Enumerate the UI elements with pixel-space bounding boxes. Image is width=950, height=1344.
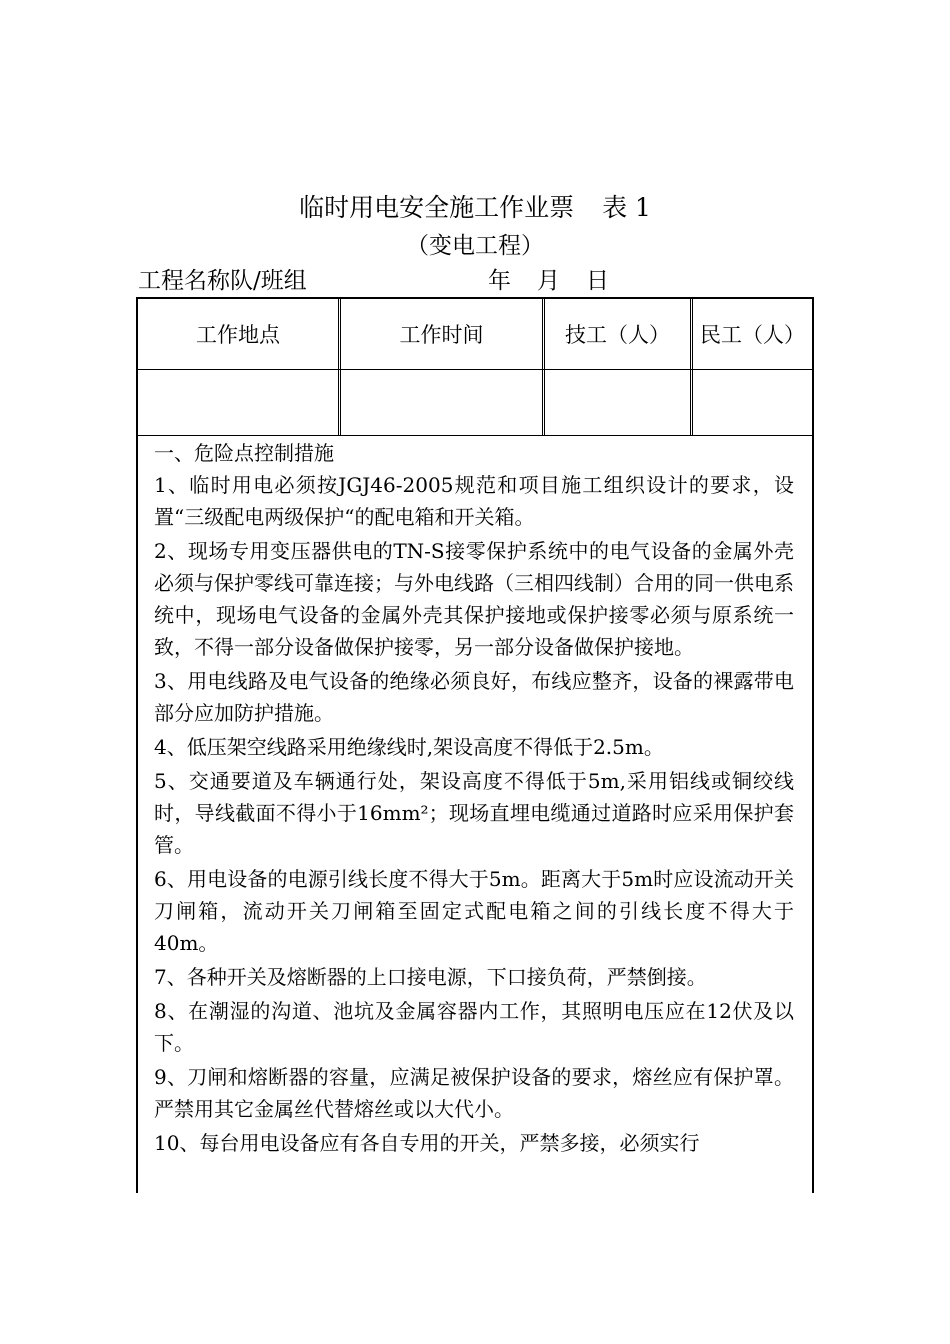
measures-heading: 一、危险点控制措施 [154,441,334,465]
measure-item: 3、用电线路及电气设备的绝缘必须良好，布线应整齐，设备的裸露带电部分应加防护措施。 [154,669,794,725]
measure-item: 7、各种开关及熔断器的上口接电源，下口接负荷，严禁倒接。 [154,965,707,989]
month-label: 月 [537,268,560,294]
measure-item: 8、在潮湿的沟道、池坑及金属容器内工作，其照明电压应在12伏及以下。 [154,999,794,1055]
measure-item: 10、每台用电设备应有各自专用的开关，严禁多接，必须实行 [154,1131,700,1155]
document-subtitle: （变电工程） [406,233,544,259]
table-header-row [138,299,812,370]
control-measures [154,437,794,1161]
work-ticket-table [136,297,814,1193]
table-input-row [138,369,812,436]
document-title [0,188,950,224]
measure-item: 4、低压架空线路采用绝缘线时,架设高度不得低于2.5m。 [154,735,664,759]
project-info-line [138,262,838,295]
table-number: 表 1 [602,193,651,222]
work-location-cell[interactable] [138,369,341,435]
project-label: 工程名称队/班组 [138,268,307,294]
title-text: 临时用电安全施工作业票 [299,193,575,222]
laborers-cell[interactable] [693,369,812,435]
date-fields [488,262,609,295]
measure-item: 6、用电设备的电源引线长度不得大于5m。距离大于5m时应设流动开关刀闸箱，流动开关刀闸箱至固定式配电箱之间的引线长度不得大于40m。 [154,867,794,955]
header-work-time: 工作时间 [341,299,545,369]
header-laborers: 民工（人） [700,323,805,347]
header-work-location: 工作地点 [138,299,341,369]
work-time-cell[interactable] [341,369,545,435]
measure-item: 5、交通要道及车辆通行处，架设高度不得低于5m,采用铝线或铜绞线时，导线截面不得小于16mm²；现场直埋电缆通过道路时应采用保护套管。 [154,769,794,857]
measure-item: 1、临时用电必须按JGJ46-2005规范和项目施工组织设计的要求，设置“三级配电两级保护“的配电箱和开关箱。 [154,473,794,529]
measure-item: 2、现场专用变压器供电的TN-S接零保护系统中的电气设备的金属外壳必须与保护零线可靠连接；与外电线路（三相四线制）合用的同一供电系统中，现场电气设备的金属外壳其保护接地或保护接零必须与原系统一致，不得一部分设备做保护接零，另一部分设备做保护接地。 [154,539,794,659]
measure-item: 9、刀闸和熔断器的容量，应满足被保护设备的要求，熔丝应有保护罩。严禁用其它金属丝代替熔丝或以大代小。 [154,1065,794,1121]
skilled-workers-cell[interactable] [545,369,693,435]
day-label: 日 [586,268,609,294]
header-skilled-workers: 技工（人） [545,299,693,369]
year-label: 年 [488,268,511,294]
